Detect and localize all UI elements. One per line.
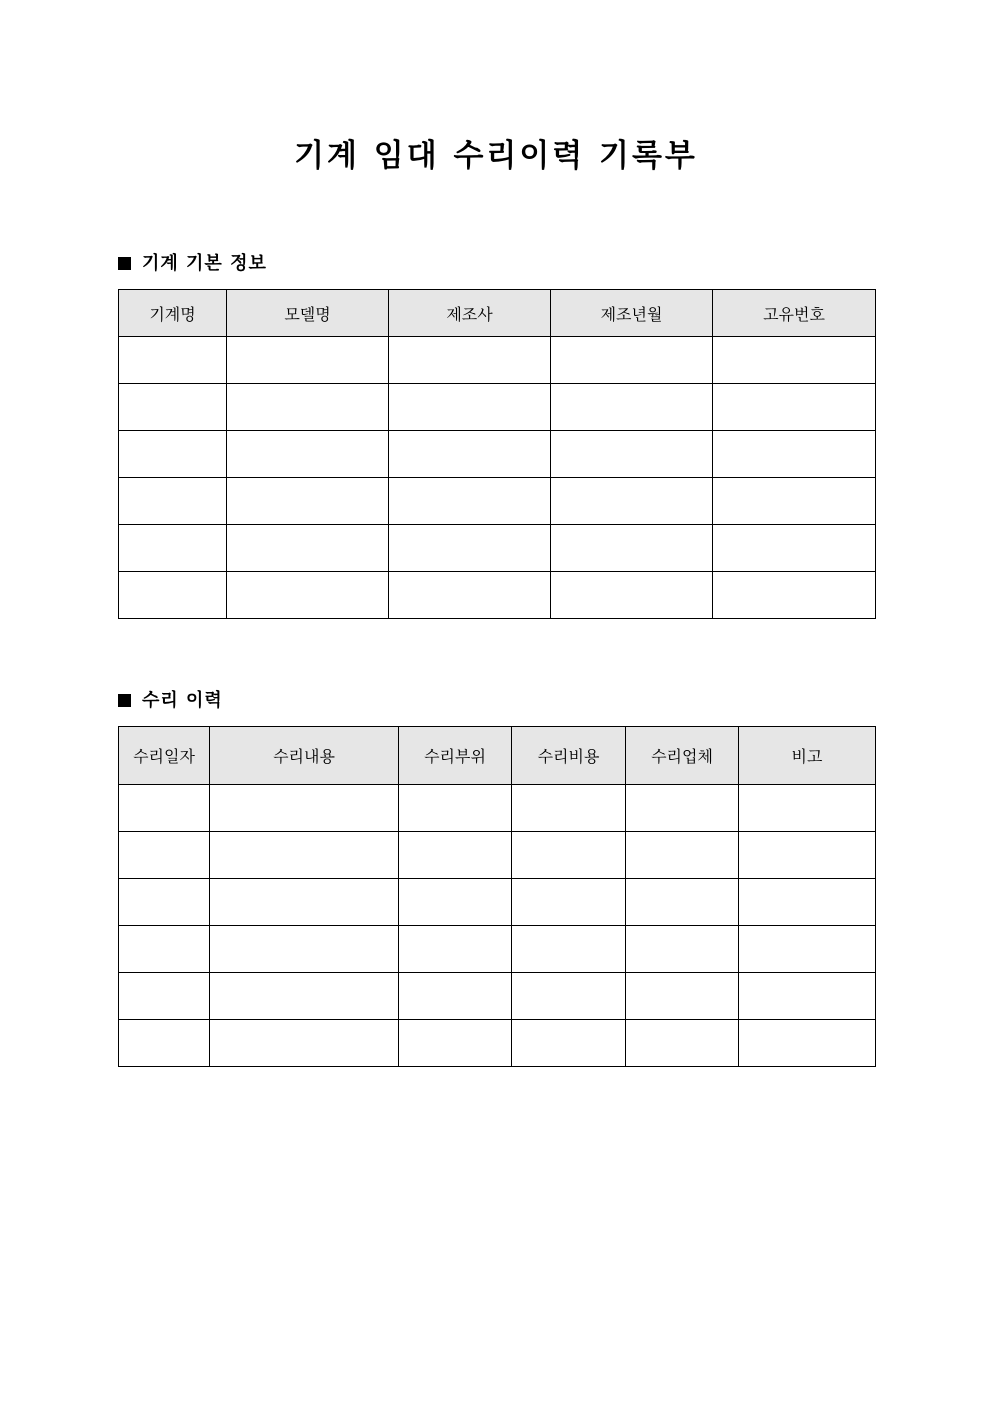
table-row (119, 926, 876, 973)
table-row (119, 525, 876, 572)
table-cell[interactable] (512, 785, 626, 832)
table-cell[interactable] (512, 1020, 626, 1067)
table-cell[interactable] (227, 572, 389, 619)
table-row (119, 832, 876, 879)
table-cell[interactable] (119, 431, 227, 478)
table-cell[interactable] (389, 337, 551, 384)
table-row (119, 572, 876, 619)
table-cell[interactable] (119, 926, 210, 973)
table-cell[interactable] (210, 879, 399, 926)
table-cell[interactable] (210, 1020, 399, 1067)
table-cell[interactable] (713, 337, 876, 384)
table-row (119, 973, 876, 1020)
table-cell[interactable] (227, 525, 389, 572)
table-cell[interactable] (210, 926, 399, 973)
table-cell[interactable] (399, 1020, 512, 1067)
column-header-manufacturer: 제조사 (389, 290, 551, 337)
table-cell[interactable] (227, 337, 389, 384)
table-cell[interactable] (119, 525, 227, 572)
table-cell[interactable] (399, 832, 512, 879)
basic-info-heading-text: 기계 기본 정보 (142, 253, 267, 274)
table-cell[interactable] (210, 832, 399, 879)
table-cell[interactable] (739, 926, 876, 973)
table-cell[interactable] (512, 832, 626, 879)
table-cell[interactable] (119, 879, 210, 926)
square-bullet-icon (118, 694, 131, 707)
table-cell[interactable] (713, 525, 876, 572)
square-bullet-icon (118, 257, 131, 270)
column-header-repair-details: 수리내용 (210, 727, 399, 785)
table-cell[interactable] (626, 785, 739, 832)
table-cell[interactable] (119, 572, 227, 619)
column-header-repair-company: 수리업체 (626, 727, 739, 785)
table-cell[interactable] (210, 785, 399, 832)
repair-history-heading-text: 수리 이력 (142, 690, 223, 711)
table-cell[interactable] (713, 478, 876, 525)
table-cell[interactable] (739, 785, 876, 832)
table-cell[interactable] (389, 525, 551, 572)
table-cell[interactable] (626, 832, 739, 879)
table-cell[interactable] (626, 973, 739, 1020)
table-row (119, 337, 876, 384)
table-cell[interactable] (399, 879, 512, 926)
table-cell[interactable] (551, 525, 713, 572)
repair-history-header-row (119, 727, 876, 785)
basic-info-table (118, 289, 876, 619)
column-header-model-name: 모델명 (227, 290, 389, 337)
column-header-manufacture-date: 제조년월 (551, 290, 713, 337)
table-cell[interactable] (399, 785, 512, 832)
table-cell[interactable] (389, 478, 551, 525)
table-cell[interactable] (551, 337, 713, 384)
table-cell[interactable] (227, 384, 389, 431)
column-header-remarks: 비고 (739, 727, 876, 785)
table-row (119, 785, 876, 832)
table-cell[interactable] (389, 572, 551, 619)
table-cell[interactable] (119, 384, 227, 431)
table-cell[interactable] (626, 1020, 739, 1067)
table-cell[interactable] (739, 1020, 876, 1067)
table-cell[interactable] (713, 572, 876, 619)
table-cell[interactable] (739, 879, 876, 926)
document-title: 기계 임대 수리이력 기록부 (294, 138, 698, 174)
table-cell[interactable] (512, 926, 626, 973)
table-cell[interactable] (210, 973, 399, 1020)
table-cell[interactable] (119, 785, 210, 832)
table-row (119, 879, 876, 926)
table-cell[interactable] (399, 973, 512, 1020)
repair-history-heading (118, 689, 223, 713)
table-cell[interactable] (626, 926, 739, 973)
table-cell[interactable] (399, 926, 512, 973)
table-cell[interactable] (626, 879, 739, 926)
column-header-repair-part: 수리부위 (399, 727, 512, 785)
table-cell[interactable] (713, 431, 876, 478)
column-header-serial-number: 고유번호 (713, 290, 876, 337)
table-cell[interactable] (227, 478, 389, 525)
table-cell[interactable] (551, 572, 713, 619)
table-cell[interactable] (389, 384, 551, 431)
table-cell[interactable] (119, 832, 210, 879)
table-row (119, 384, 876, 431)
table-cell[interactable] (551, 478, 713, 525)
repair-history-table (118, 726, 876, 1067)
table-cell[interactable] (551, 431, 713, 478)
table-cell[interactable] (227, 431, 389, 478)
table-cell[interactable] (119, 337, 227, 384)
column-header-repair-date: 수리일자 (119, 727, 210, 785)
table-row (119, 1020, 876, 1067)
basic-info-header-row (119, 290, 876, 337)
table-cell[interactable] (119, 973, 210, 1020)
table-cell[interactable] (512, 973, 626, 1020)
table-cell[interactable] (119, 478, 227, 525)
table-cell[interactable] (739, 832, 876, 879)
table-cell[interactable] (512, 879, 626, 926)
column-header-machine-name: 기계명 (119, 290, 227, 337)
table-cell[interactable] (389, 431, 551, 478)
column-header-repair-cost: 수리비용 (512, 727, 626, 785)
table-cell[interactable] (739, 973, 876, 1020)
basic-info-heading (118, 252, 267, 276)
table-cell[interactable] (119, 1020, 210, 1067)
table-row (119, 431, 876, 478)
table-cell[interactable] (713, 384, 876, 431)
table-row (119, 478, 876, 525)
table-cell[interactable] (551, 384, 713, 431)
